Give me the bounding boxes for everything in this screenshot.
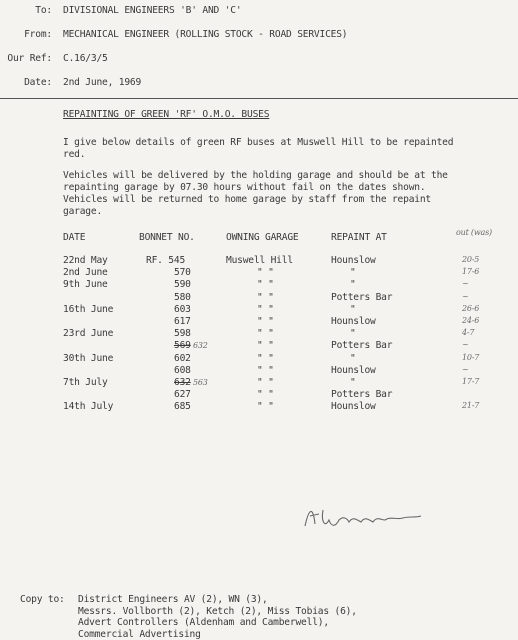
cell-bonnet: RF. 545	[146, 255, 186, 266]
signature	[295, 498, 435, 538]
memo-paragraph-2: Vehicles will be delivered by the holding garage and should be at the repainting garage by 07.30 hours without fail on the dates shown. Vehicles will be returned to home garage by staff from the repaint garage.	[63, 170, 448, 217]
cell-repaint: "	[350, 279, 356, 291]
memo-subject: REPAINTING OF GREEN 'RF' O.M.O. BUSES	[63, 109, 270, 120]
cell-bonnet: 580	[174, 291, 191, 303]
ref-label: Our Ref:	[7, 53, 52, 64]
cell-repaint: Potters Bar	[331, 291, 393, 303]
cell-bonnet: 598	[174, 328, 191, 340]
cell-note: ~	[462, 364, 469, 374]
cell-garage: " "	[257, 340, 274, 352]
cell-garage: Muswell Hill	[226, 255, 293, 266]
cell-note: 17-6	[462, 267, 480, 277]
cell-garage: " "	[257, 303, 274, 315]
col-header-note: out (was)	[456, 228, 492, 237]
to-label: To:	[35, 5, 52, 16]
copy-label: Copy to:	[20, 594, 65, 605]
cell-bonnet: 569	[174, 340, 191, 352]
cell-date: 30th June	[63, 352, 114, 364]
date-label: Date:	[24, 77, 52, 88]
cell-garage: " "	[257, 389, 274, 401]
cell-bonnet: 608	[174, 364, 191, 376]
cell-note: 17-7	[462, 377, 480, 386]
cell-repaint: Hounslow	[331, 255, 376, 266]
cell-note: ~	[462, 291, 469, 301]
from-label: From:	[24, 29, 52, 40]
cell-repaint: "	[350, 352, 356, 364]
copy-line: Advert Controllers (Aldenham and Camberwell),	[78, 617, 329, 628]
cell-bonnet: 602	[174, 352, 191, 364]
cell-date: 2nd June	[63, 267, 108, 279]
cell-bonnet: 627	[174, 389, 191, 401]
cell-garage: " "	[257, 352, 274, 364]
col-header-bonnet: BONNET NO.	[139, 232, 195, 243]
cell-bonnet-alt: 632	[193, 341, 208, 351]
cell-bonnet: 603	[174, 303, 191, 315]
cell-bonnet: 590	[174, 279, 191, 291]
cell-bonnet: 685	[174, 401, 191, 413]
copy-line: Commercial Advertising	[78, 628, 201, 640]
cell-bonnet: 570	[174, 267, 191, 279]
cell-date: 7th July	[63, 377, 108, 388]
cell-garage: " "	[257, 291, 274, 303]
cell-bonnet: 617	[174, 316, 191, 327]
cell-note: 20-5	[462, 255, 480, 264]
copy-line: Messrs. Vollborth (2), Ketch (2), Miss Tobias (6),	[78, 605, 357, 617]
cell-date: 9th June	[63, 279, 108, 291]
copy-line: District Engineers AV (2), WN (3),	[78, 594, 268, 605]
cell-garage: " "	[257, 377, 274, 388]
cell-note: 10-7	[462, 352, 480, 362]
cell-garage: " "	[257, 328, 274, 340]
cell-garage: " "	[257, 401, 274, 413]
cell-date: 22nd May	[63, 255, 108, 266]
cell-repaint: Potters Bar	[331, 389, 393, 401]
cell-garage: " "	[257, 267, 274, 279]
cell-date: 14th July	[63, 401, 114, 413]
col-header-date: DATE	[63, 232, 86, 243]
cell-bonnet: 632	[174, 377, 191, 388]
cell-note: 4-7	[462, 328, 475, 338]
cell-repaint: "	[350, 377, 356, 388]
cell-repaint: "	[350, 267, 356, 279]
cell-garage: " "	[257, 279, 274, 291]
cell-note: 26-6	[462, 303, 480, 313]
cell-date: 23rd June	[63, 328, 114, 340]
col-header-repaint: REPAINT AT	[331, 232, 387, 243]
from-value: MECHANICAL ENGINEER (ROLLING STOCK - ROAD SERVICES)	[63, 29, 348, 40]
header-divider	[0, 98, 518, 99]
date-value: 2nd June, 1969	[63, 77, 142, 88]
cell-date: 16th June	[63, 303, 114, 315]
signature-text: H.W. Cromack	[335, 534, 340, 535]
cell-garage: " "	[257, 364, 274, 376]
cell-note: ~	[462, 340, 469, 350]
memo-paragraph-1: I give below details of green RF buses at Muswell Hill to be repainted red.	[63, 137, 454, 160]
cell-repaint: "	[350, 328, 356, 340]
cell-repaint: Hounslow	[331, 401, 376, 413]
cell-repaint: "	[350, 303, 356, 315]
to-value: DIVISIONAL ENGINEERS 'B' AND 'C'	[63, 5, 242, 16]
cell-repaint: Hounslow	[331, 364, 376, 376]
cell-garage: " "	[257, 316, 274, 327]
cell-note: ~	[462, 279, 469, 289]
cell-bonnet-alt: 563	[193, 378, 208, 387]
cell-repaint: Potters Bar	[331, 340, 393, 352]
copy-list	[78, 594, 357, 640]
col-header-garage: OWNING GARAGE	[226, 232, 299, 243]
cell-repaint: Hounslow	[331, 316, 376, 327]
ref-value: C.16/3/5	[63, 53, 108, 64]
cell-note: 24-6	[462, 316, 480, 325]
cell-note: 21-7	[462, 401, 480, 411]
